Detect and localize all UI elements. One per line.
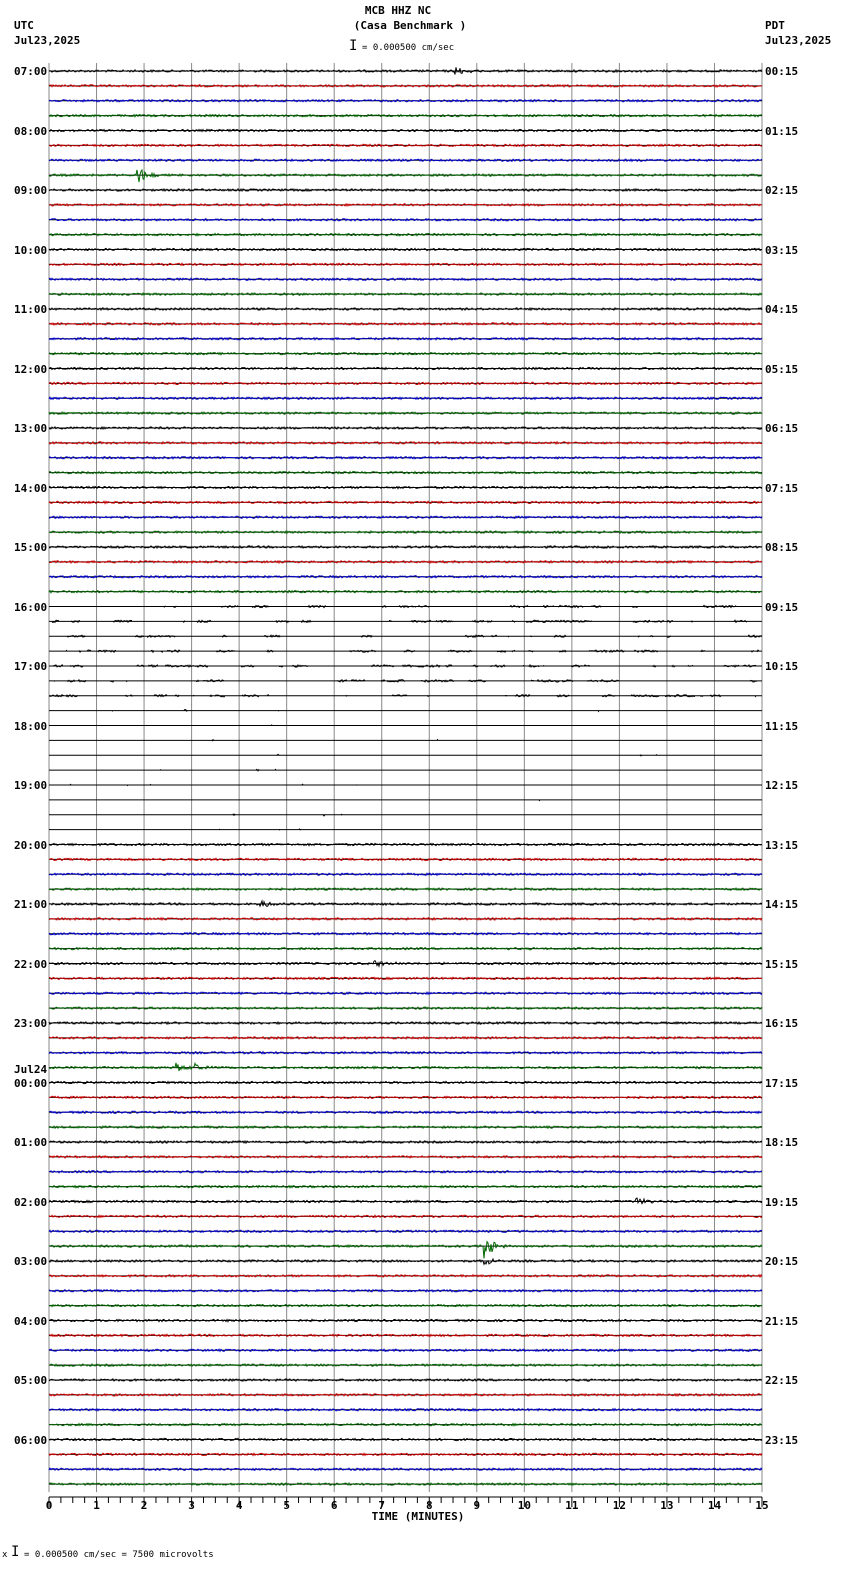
seismic-trace xyxy=(49,1096,762,1098)
utc-time-label: 12:00 xyxy=(14,362,48,376)
utc-time-label: 13:00 xyxy=(14,422,48,435)
utc-time-label: 21:00 xyxy=(14,898,48,911)
utc-time-label: 20:00 xyxy=(14,838,48,852)
seismic-trace xyxy=(49,1334,762,1336)
left-date: Jul23,2025 xyxy=(14,34,81,47)
utc-time-label: 10:00 xyxy=(14,243,48,257)
seismic-trace xyxy=(49,1242,762,1259)
utc-time-label: 14:00 xyxy=(14,481,48,495)
seismic-trace xyxy=(49,873,762,875)
utc-time-label: 18:00 xyxy=(14,719,48,733)
pdt-time-label: 02:15 xyxy=(765,184,799,197)
utc-time-label: 11:00 xyxy=(14,303,48,316)
seismic-trace xyxy=(49,1259,762,1264)
footer-scale-icon: I xyxy=(11,1544,20,1560)
x-tick-label: 0 xyxy=(45,1499,53,1512)
utc-time-label: 09:00 xyxy=(14,184,48,197)
seismic-trace xyxy=(49,1141,762,1143)
pdt-time-label: 06:15 xyxy=(765,422,799,435)
station-title: MCB HHZ NC xyxy=(364,4,432,17)
right-date: Jul23,2025 xyxy=(765,34,832,47)
utc-time-label: 04:00 xyxy=(14,1314,48,1328)
x-tick-label: 3 xyxy=(188,1499,195,1512)
pdt-time-label: 16:15 xyxy=(765,1017,799,1030)
seismic-trace xyxy=(49,367,762,369)
scale-bar-icon: I xyxy=(349,38,358,54)
pdt-time-label: 11:15 xyxy=(765,719,799,733)
pdt-time-label: 05:15 xyxy=(765,362,799,376)
seismic-trace xyxy=(49,1063,762,1071)
pdt-time-label: 21:15 xyxy=(765,1314,799,1328)
pdt-time-label: 10:15 xyxy=(765,660,799,673)
pdt-time-label: 12:15 xyxy=(765,779,799,792)
pdt-time-label: 03:15 xyxy=(765,243,799,257)
seismic-trace xyxy=(49,1198,762,1204)
date-change-label: Jul24 xyxy=(14,1062,48,1076)
x-tick-label: 6 xyxy=(330,1499,338,1512)
pdt-time-label: 23:15 xyxy=(765,1433,799,1447)
x-tick-label: 10 xyxy=(517,1499,531,1512)
x-tick-label: 1 xyxy=(93,1499,100,1512)
pdt-time-label: 18:15 xyxy=(765,1136,799,1149)
x-axis-label: TIME (MINUTES) xyxy=(371,1510,465,1523)
x-tick-label: 7 xyxy=(378,1499,386,1512)
pdt-time-label: 04:15 xyxy=(765,303,799,316)
x-tick-label: 8 xyxy=(425,1499,433,1512)
seismic-trace xyxy=(49,100,762,102)
seismic-trace xyxy=(49,427,762,429)
seismic-trace xyxy=(49,1290,762,1292)
pdt-time-label: 08:15 xyxy=(765,541,799,554)
utc-time-label: 19:00 xyxy=(14,779,48,792)
utc-time-label: 00:00 xyxy=(14,1076,48,1090)
x-tick-label: 11 xyxy=(565,1499,579,1512)
utc-time-label: 08:00 xyxy=(14,124,48,138)
seismic-trace xyxy=(49,397,762,399)
seismic-trace xyxy=(49,1007,762,1009)
seismic-trace xyxy=(49,159,762,161)
pdt-time-label: 19:15 xyxy=(765,1195,799,1209)
pdt-time-label: 13:15 xyxy=(765,838,799,852)
utc-time-label: 23:00 xyxy=(14,1017,48,1030)
pdt-time-label: 15:15 xyxy=(765,957,799,971)
utc-time-label: 22:00 xyxy=(14,957,48,971)
utc-time-label: 01:00 xyxy=(14,1136,48,1149)
x-tick-label: 4 xyxy=(235,1499,243,1512)
station-subtitle: (Casa Benchmark ) xyxy=(353,19,467,32)
pdt-time-label: 00:15 xyxy=(765,65,799,78)
seismic-trace xyxy=(49,1319,762,1321)
seismic-trace xyxy=(49,189,762,191)
seismic-trace xyxy=(49,1409,762,1411)
x-tick-label: 14 xyxy=(707,1499,722,1512)
seismic-trace xyxy=(49,901,762,907)
pdt-time-label: 09:15 xyxy=(765,600,799,614)
seismic-trace xyxy=(49,263,762,265)
utc-time-label: 15:00 xyxy=(14,541,48,554)
pdt-time-label: 17:15 xyxy=(765,1076,799,1090)
seismic-trace xyxy=(49,1275,762,1277)
seismic-trace xyxy=(49,1305,762,1307)
pdt-time-label: 22:15 xyxy=(765,1374,799,1387)
seismic-trace xyxy=(49,858,762,860)
x-tick-label: 13 xyxy=(660,1499,674,1512)
seismic-trace xyxy=(49,977,762,979)
utc-time-label: 02:00 xyxy=(14,1195,48,1209)
utc-time-label: 16:00 xyxy=(14,600,48,614)
pdt-time-label: 20:15 xyxy=(765,1255,799,1268)
x-tick-label: 2 xyxy=(140,1499,148,1512)
x-tick-label: 12 xyxy=(612,1499,627,1512)
pdt-time-label: 01:15 xyxy=(765,124,799,138)
footer-prefix: x xyxy=(2,1550,8,1560)
utc-time-label: 03:00 xyxy=(14,1255,48,1268)
scale-text: = 0.000500 cm/sec xyxy=(362,43,455,53)
seismic-trace xyxy=(49,412,762,414)
utc-time-label: 06:00 xyxy=(14,1433,48,1447)
utc-time-label: 17:00 xyxy=(14,660,48,673)
x-tick-label: 9 xyxy=(473,1499,481,1512)
pdt-time-label: 07:15 xyxy=(765,481,799,495)
left-timezone: UTC xyxy=(14,19,34,32)
seismic-trace xyxy=(49,170,762,182)
x-tick-label: 5 xyxy=(283,1499,290,1512)
seismic-trace xyxy=(49,1111,762,1113)
x-tick-label: 15 xyxy=(755,1499,769,1512)
seismic-trace xyxy=(49,1483,762,1485)
right-timezone: PDT xyxy=(765,19,785,32)
seismic-trace xyxy=(49,442,762,444)
seismic-trace xyxy=(49,918,762,920)
utc-time-label: 05:00 xyxy=(14,1374,48,1387)
footer-scale-text: = 0.000500 cm/sec = 7500 microvolts xyxy=(24,1550,214,1560)
pdt-time-label: 14:15 xyxy=(765,898,799,911)
seismic-trace xyxy=(49,1453,762,1455)
utc-time-label: 07:00 xyxy=(14,65,48,78)
